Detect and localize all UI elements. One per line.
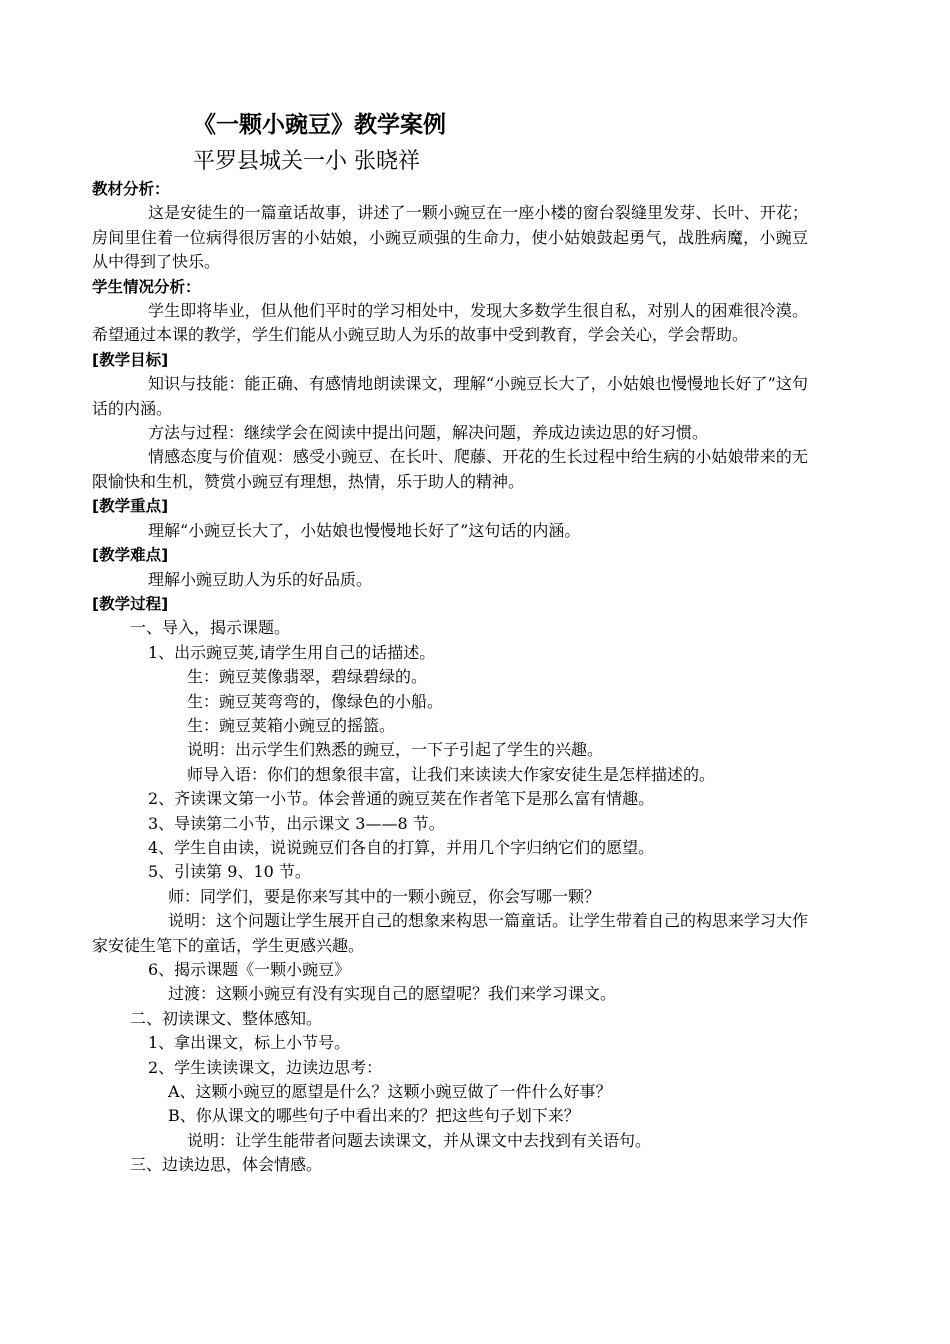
paragraph-students: 学生即将毕业，但从他们平时的学习相处中，发现大多数学生很自私，对别人的困难很冷漠。希望通过本课的教学，学生们能从小豌豆助人为乐的故事中受到教育，学会关心，学会帮助。 <box>92 301 808 345</box>
document-body <box>92 177 808 1178</box>
section-heading-students: 学生情况分析： <box>92 277 201 296</box>
paragraph-material: 这是安徒生的一篇童话故事，讲述了一颗小豌豆在一座小楼的窗台裂缝里发芽、长叶、开花；房间里住着一位病得很厉害的小姑娘，小豌豆顽强的生命力，使小姑娘鼓起勇气，战胜病魔，小豌豆从中得到了快乐。 <box>92 203 808 272</box>
process-step-1-3: 3、导读第二小节，出示课文 3——8 节。 <box>148 813 445 833</box>
list-item: 师导入语：你们的想象很丰富，让我们来读读大作家安徒生是怎样描述的。 <box>187 764 716 784</box>
list-item: A、这颗小豌豆的愿望是什么？这颗小豌豆做了一件什么好事？ <box>168 1082 612 1102</box>
list-item: B、你从课文的哪些句子中看出来的？把这些句子划下来？ <box>168 1106 580 1126</box>
paragraph-goal-method: 方法与过程：继续学会在阅读中提出问题，解决问题，养成边读边思的好习惯。 <box>148 423 709 443</box>
section-heading-process: [教学过程] <box>92 594 169 613</box>
paragraph-difficulties: 理解小豌豆助人为乐的好品质。 <box>148 569 373 589</box>
section-heading-material: 教材分析： <box>92 180 170 198</box>
paragraph-key-points: 理解“小豌豆长大了，小姑娘也慢慢地长好了”这句话的内涵。 <box>148 520 581 540</box>
list-item: 说明：这个问题让学生展开自己的想象来构思一篇童话。让学生带着自己的构思来学习大作家安徒生笔下的童话，学生更感兴趣。 <box>92 911 809 955</box>
process-step-3: 三、边读边思，体会情感。 <box>130 1155 323 1175</box>
process-step-1-1: 1、出示豌豆荚,请学生用自己的话描述。 <box>148 642 436 662</box>
section-heading-difficulties: [教学难点] <box>92 546 169 565</box>
process-step-2-1: 1、拿出课文，标上小节号。 <box>148 1033 351 1053</box>
process-step-2: 二、初读课文、整体感知。 <box>130 1008 323 1028</box>
list-item: 说明：让学生能带者问题去读课文，并从课文中去找到有关语句。 <box>187 1130 652 1150</box>
list-item: 生：豌豆荚像翡翠，碧绿碧绿的。 <box>187 667 428 687</box>
document-title: 《一颗小豌豆》教学案例 <box>193 112 446 138</box>
process-step-1-5: 5、引读第 9、10 节。 <box>148 862 311 882</box>
list-item: 说明：出示学生们熟悉的豌豆，一下子引起了学生的兴趣。 <box>187 740 604 760</box>
paragraph-goal-knowledge: 知识与技能：能正确、有感情地朗读课文，理解“小豌豆长大了，小姑娘也慢慢地长好了”这句话的内涵。 <box>92 374 808 418</box>
process-step-1-4: 4、学生自由读，说说豌豆们各自的打算，并用几个字归纳它们的愿望。 <box>148 837 655 857</box>
process-step-2-2: 2、学生读读课文，边读边思考： <box>148 1057 383 1077</box>
paragraph-goal-emotion: 情感态度与价值观：感受小豌豆、在长叶、爬藤、开花的生长过程中给生病的小姑娘带来的无限愉快和生机，赞赏小豌豆有理想，热情，乐于助人的精神。 <box>92 447 808 491</box>
process-step-1: 一、导入，揭示课题。 <box>130 618 291 638</box>
section-heading-goals: [教学目标] <box>92 350 169 369</box>
section-heading-key-points: [教学重点] <box>92 497 169 516</box>
process-step-1-6: 6、揭示课题《一颗小豌豆》 <box>148 960 351 979</box>
document-author: 平罗县城关一小 张晓祥 <box>193 149 420 174</box>
list-item: 过渡：这颗小豌豆有没有实现自己的愿望呢？我们来学习课文。 <box>168 984 617 1004</box>
list-item: 生：豌豆荚弯弯的，像绿色的小船。 <box>187 691 444 711</box>
process-step-1-2: 2、齐读课文第一小节。体会普通的豌豆荚在作者笔下是那么富有情趣。 <box>148 789 655 809</box>
list-item: 生：豌豆荚箱小豌豆的摇篮。 <box>187 715 396 735</box>
list-item: 师：同学们，要是你来写其中的一颗小豌豆，你会写哪一颗？ <box>168 886 601 906</box>
